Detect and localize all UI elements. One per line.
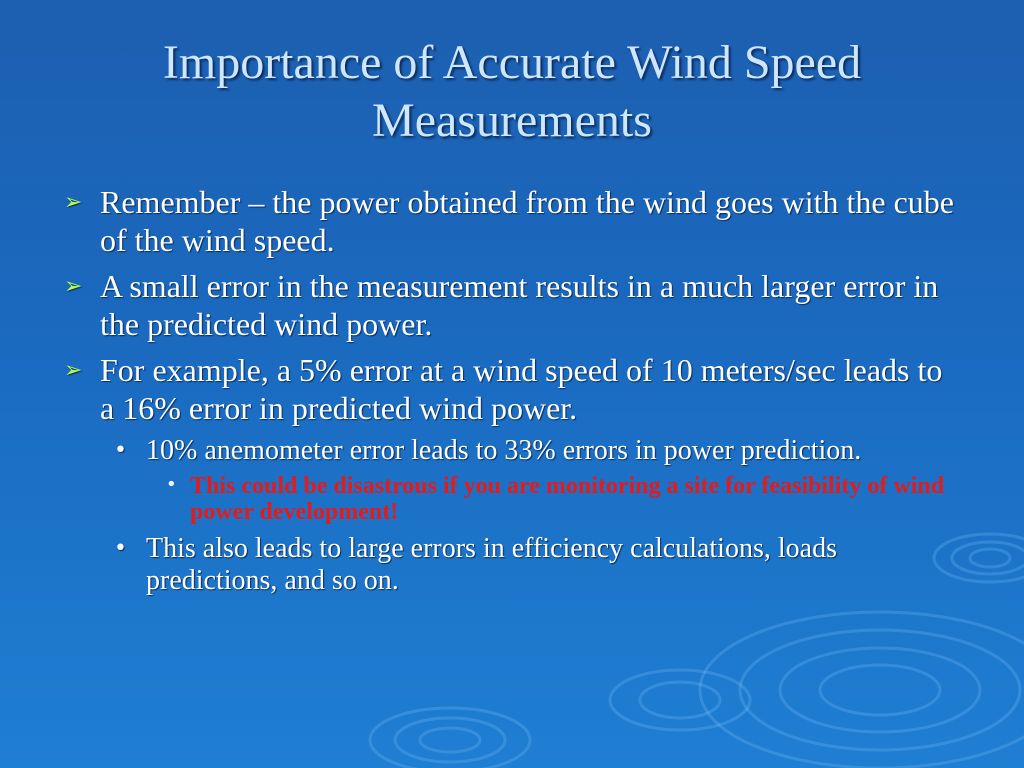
slide-title (40, 34, 984, 150)
bullet-text: A small error in the measurement results in a much larger error in the predicted wind power. (100, 268, 939, 342)
sub-bullet-text: 10% anemometer error leads to 33% errors in power prediction. (146, 435, 862, 466)
bullet-text: For example, a 5% error at a wind speed of 10 meters/sec leads to a 16% error in predicted wind power. (100, 352, 943, 426)
sub-bullet-item (60, 435, 960, 467)
arrow-bullet-icon: ➢ (64, 190, 83, 215)
bullet-item (60, 351, 960, 427)
arrow-bullet-icon: ➢ (64, 274, 83, 299)
slide-title-line-2: Measurements (372, 94, 652, 147)
arrow-bullet-icon: ➢ (64, 358, 83, 383)
warning-text: This could be disastrous if you are monitoring a site for feasibility of wind power development! (190, 473, 945, 525)
slide-title-line-1: Importance of Accurate Wind Speed (162, 36, 862, 89)
dot-bullet-icon: • (114, 438, 127, 463)
sub-bullet-item (60, 533, 960, 597)
dot-bullet-icon: • (114, 536, 127, 561)
sub-bullet-text: This also leads to large errors in efficiency calculations, loads predictions, and so on. (146, 533, 837, 596)
bullet-item (60, 267, 960, 343)
dot-bullet-icon: • (166, 474, 177, 495)
sub-sub-bullet-item (60, 473, 960, 525)
bullet-text: Remember – the power obtained from the wind goes with the cube of the wind speed. (100, 184, 954, 258)
slide-body (60, 183, 960, 603)
bullet-item (60, 183, 960, 259)
